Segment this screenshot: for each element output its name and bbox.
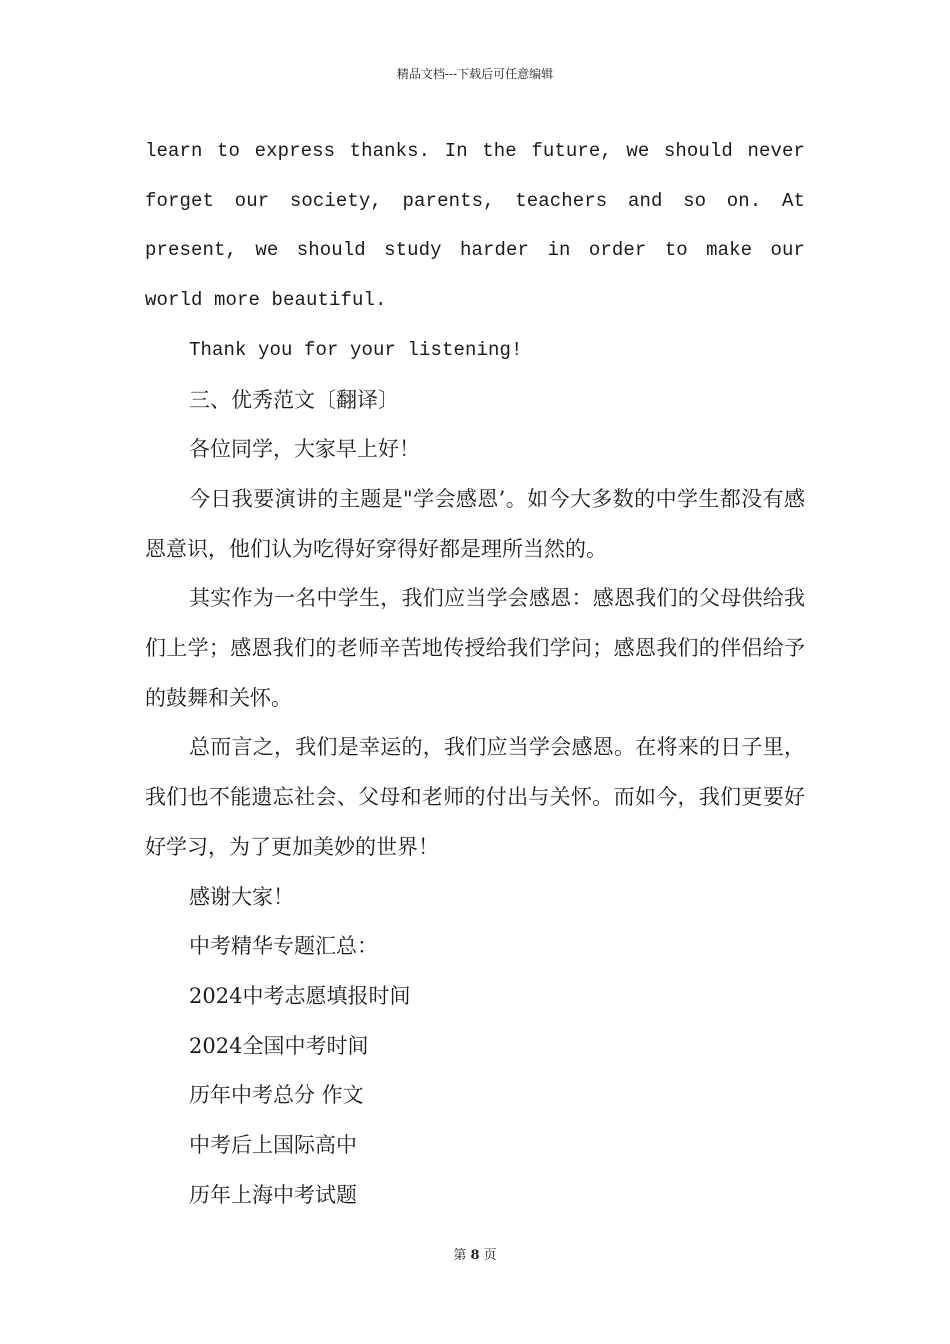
topic-list-item: 中考后上国际高中 (189, 1133, 357, 1158)
body-paragraph: 总而言之，我们是幸运的，我们应当学会感恩。在将来的日子里，我们也不能遗忘社会、父母和老师的付出与关怀。而如今，我们更要好好学习，为了更加美妙的世界！ (145, 735, 805, 859)
document-body (145, 127, 805, 1220)
footer-suffix: 页 (483, 1248, 497, 1263)
page-number: 8 (470, 1248, 480, 1263)
topic-list-heading: 中考精华专题汇总： (189, 934, 378, 959)
body-paragraph: 其实作为一名中学生，我们应当学会感恩：感恩我们的父母供给我们上学；感恩我们的老师辛苦地传授给我们学问；感恩我们的伴侣给予的鼓舞和关怀。 (145, 586, 805, 710)
english-closing-line: Thank you for your listening! (189, 338, 523, 361)
topic-list-item: 历年中考总分 作文 (189, 1083, 364, 1108)
header-text: 精品文档---下载后可任意编辑 (396, 67, 554, 81)
footer-prefix: 第 (453, 1248, 467, 1263)
body-paragraph: 今日我要演讲的主题是"学会感恩’。如今大多数的中学生都没有感恩意识，他们认为吃得好穿得好都是理所当然的。 (145, 486, 805, 561)
topic-list-item: 2024中考志愿填报时间 (189, 983, 411, 1008)
topic-list-item: 历年上海中考试题 (189, 1182, 357, 1207)
greeting-paragraph: 各位同学，大家早上好！ (189, 437, 420, 462)
english-paragraph-continuation: learn to express thanks. In the future, we should never forget our society, parents, teachers and so on. At present, we should study harder in order to make our world more beautiful. (145, 140, 805, 312)
page-footer (0, 1248, 950, 1264)
thanks-paragraph: 感谢大家！ (189, 884, 294, 909)
page-header (0, 66, 950, 82)
section-heading: 三、优秀范文〔翻译〕 (189, 387, 399, 412)
topic-list-item: 2024全国中考时间 (189, 1033, 369, 1058)
